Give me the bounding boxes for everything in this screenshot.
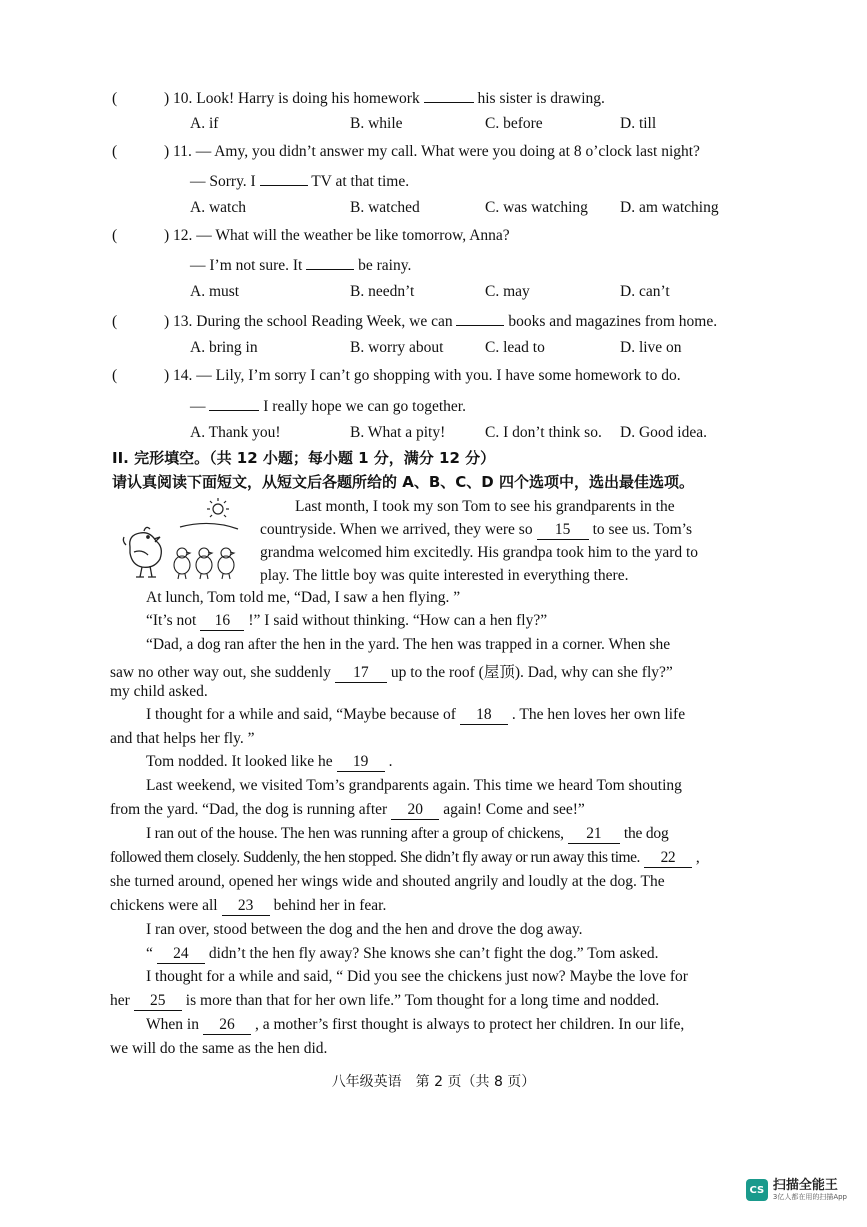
passage-line: saw no other way out, she suddenly 17 up to the roof (屋顶). Dad, why can she fly?” xyxy=(110,664,673,681)
passage-line: countryside. When we arrived, they were so 15 to see us. Tom’s xyxy=(260,521,692,538)
blank-22: 22 xyxy=(644,849,692,868)
blank-25: 25 xyxy=(134,992,182,1011)
watermark-subtitle: 3亿人都在用的扫描App xyxy=(772,1193,847,1201)
answer-bracket: ( xyxy=(112,227,118,244)
passage-line: “ 24 didn’t the hen fly away? She knows she can’t fight the dog.” Tom asked. xyxy=(146,945,659,962)
blank-16: 16 xyxy=(200,612,244,631)
blank-20: 20 xyxy=(391,801,439,820)
question-text: Look! Harry is doing his homework xyxy=(196,90,420,107)
passage-line: and that helps her fly. ” xyxy=(110,730,255,747)
reply-text: TV at that time. xyxy=(311,173,410,190)
blank-19: 19 xyxy=(337,753,385,772)
answer-blank xyxy=(424,88,474,103)
passage-line: we will do the same as the hen did. xyxy=(110,1040,328,1057)
blank-18: 18 xyxy=(460,706,508,725)
question-10 xyxy=(112,88,605,108)
passage-line: she turned around, opened her wings wide and shouted angrily and loudly at the dog. The xyxy=(110,873,665,890)
option-b: B. while xyxy=(350,115,403,132)
passage-line: “It’s not 16 !” I said without thinking. “How can a hen fly?” xyxy=(146,612,548,629)
camscanner-logo-icon: CS xyxy=(746,1179,768,1201)
question-number: ) 14. xyxy=(164,367,193,384)
question-text: During the school Reading Week, we can xyxy=(196,313,453,330)
blank-26: 26 xyxy=(203,1016,251,1035)
question-text: — What will the weather be like tomorrow, Anna? xyxy=(196,227,510,244)
blank-21: 21 xyxy=(568,825,620,844)
page-footer: 八年级英语 第 2 页（共 8 页） xyxy=(331,1074,536,1090)
option-d: D. am watching xyxy=(620,199,719,216)
chick-icon xyxy=(174,548,234,579)
answer-blank xyxy=(209,396,259,411)
answer-bracket: ( xyxy=(112,367,118,384)
option-d: D. till xyxy=(620,115,657,132)
blank-24: 24 xyxy=(157,945,205,964)
answer-blank xyxy=(306,255,354,270)
passage-line: At lunch, Tom told me, “Dad, I saw a hen flying. ” xyxy=(146,589,461,606)
question-14 xyxy=(112,367,681,385)
option-d: D. live on xyxy=(620,339,682,356)
passage-line: my child asked. xyxy=(110,683,208,700)
option-b: B. What a pity! xyxy=(350,424,446,441)
reply-11 xyxy=(190,171,409,191)
passage-line: Last month, I took my son Tom to see his grandparents in the xyxy=(295,498,675,515)
passage-line: I ran out of the house. The hen was running after a group of chickens, 21 the dog xyxy=(146,825,669,842)
option-a: A. must xyxy=(190,283,240,300)
watermark-title: 扫描全能王 xyxy=(772,1178,838,1193)
blank-17: 17 xyxy=(335,664,387,683)
scanner-watermark xyxy=(746,1178,847,1202)
option-a: A. watch xyxy=(190,199,246,216)
reply-text: be rainy. xyxy=(358,257,412,274)
question-number: ) 11. xyxy=(164,143,192,160)
sun-icon xyxy=(207,498,229,517)
question-number: ) 10. xyxy=(164,90,193,107)
answer-blank xyxy=(456,311,504,326)
answer-bracket: ( xyxy=(112,90,118,107)
option-c: C. I don’t think so. xyxy=(485,424,602,441)
passage-line: grandma welcomed him excitedly. His grandpa took him to the yard to xyxy=(260,544,699,561)
passage-line: Tom nodded. It looked like he 19 . xyxy=(146,753,393,770)
question-13 xyxy=(112,311,717,331)
reply-text: — Sorry. I xyxy=(190,173,256,190)
question-12 xyxy=(112,227,510,245)
question-text: his sister is drawing. xyxy=(477,90,605,107)
reply-text: — xyxy=(190,398,206,415)
question-11 xyxy=(112,143,700,161)
passage-line: “Dad, a dog ran after the hen in the yard. The hen was trapped in a corner. When she xyxy=(146,636,671,653)
question-text: — Amy, you didn’t answer my call. What were you doing at 8 o’clock last night? xyxy=(195,143,700,160)
blank-15: 15 xyxy=(537,521,589,540)
section-title: II. 完形填空。（共 12 小题；每小题 1 分，满分 12 分） xyxy=(112,449,496,467)
section-instruction: 请认真阅读下面短文，从短文后各题所给的 A、B、C、D 四个选项中，选出最佳选项。 xyxy=(112,473,694,491)
passage-line: I thought for a while and said, “ Did you see the chickens just now? Maybe the love for xyxy=(146,968,688,985)
reply-14 xyxy=(190,396,466,416)
option-d: D. can’t xyxy=(620,283,670,300)
passage-line: play. The little boy was quite interested in everything there. xyxy=(260,567,629,584)
passage-line: from the yard. “Dad, the dog is running after 20 again! Come and see!” xyxy=(110,801,585,818)
option-c: C. may xyxy=(485,283,530,300)
option-a: A. Thank you! xyxy=(190,424,281,441)
passage-line: I ran over, stood between the dog and the hen and drove the dog away. xyxy=(146,921,583,938)
blank-23: 23 xyxy=(222,897,270,916)
reply-text: — I’m not sure. It xyxy=(190,257,303,274)
passage-line: her 25 is more than that for her own life.” Tom thought for a long time and nodded. xyxy=(110,992,660,1009)
passage-line: followed them closely. Suddenly, the hen stopped. She didn’t fly away or run away this time. 22 , xyxy=(110,849,700,866)
option-a: A. if xyxy=(190,115,219,132)
question-text: — Lily, I’m sorry I can’t go shopping with you. I have some homework to do. xyxy=(196,367,681,384)
option-c: C. was watching xyxy=(485,199,588,216)
option-c: C. lead to xyxy=(485,339,545,356)
hen-chicks-illustration xyxy=(120,497,250,587)
question-number: ) 12. xyxy=(164,227,193,244)
hen-icon xyxy=(123,527,161,577)
option-a: A. bring in xyxy=(190,339,258,356)
option-b: B. worry about xyxy=(350,339,444,356)
option-d: D. Good idea. xyxy=(620,424,707,441)
option-b: B. watched xyxy=(350,199,420,216)
passage-line: chickens were all 23 behind her in fear. xyxy=(110,897,387,914)
option-c: C. before xyxy=(485,115,543,132)
answer-blank xyxy=(260,171,308,186)
question-text: books and magazines from home. xyxy=(508,313,718,330)
answer-bracket: ( xyxy=(112,143,118,160)
question-number: ) 13. xyxy=(164,313,193,330)
reply-text: I really hope we can go together. xyxy=(263,398,466,415)
passage-line: When in 26 , a mother’s first thought is always to protect her children. In our life, xyxy=(146,1016,685,1033)
passage-line: I thought for a while and said, “Maybe because of 18 . The hen loves her own life xyxy=(146,706,686,723)
option-b: B. needn’t xyxy=(350,283,415,300)
answer-bracket: ( xyxy=(112,313,118,330)
passage-line: Last weekend, we visited Tom’s grandparents again. This time we heard Tom shouting xyxy=(146,777,682,794)
reply-12 xyxy=(190,255,411,275)
